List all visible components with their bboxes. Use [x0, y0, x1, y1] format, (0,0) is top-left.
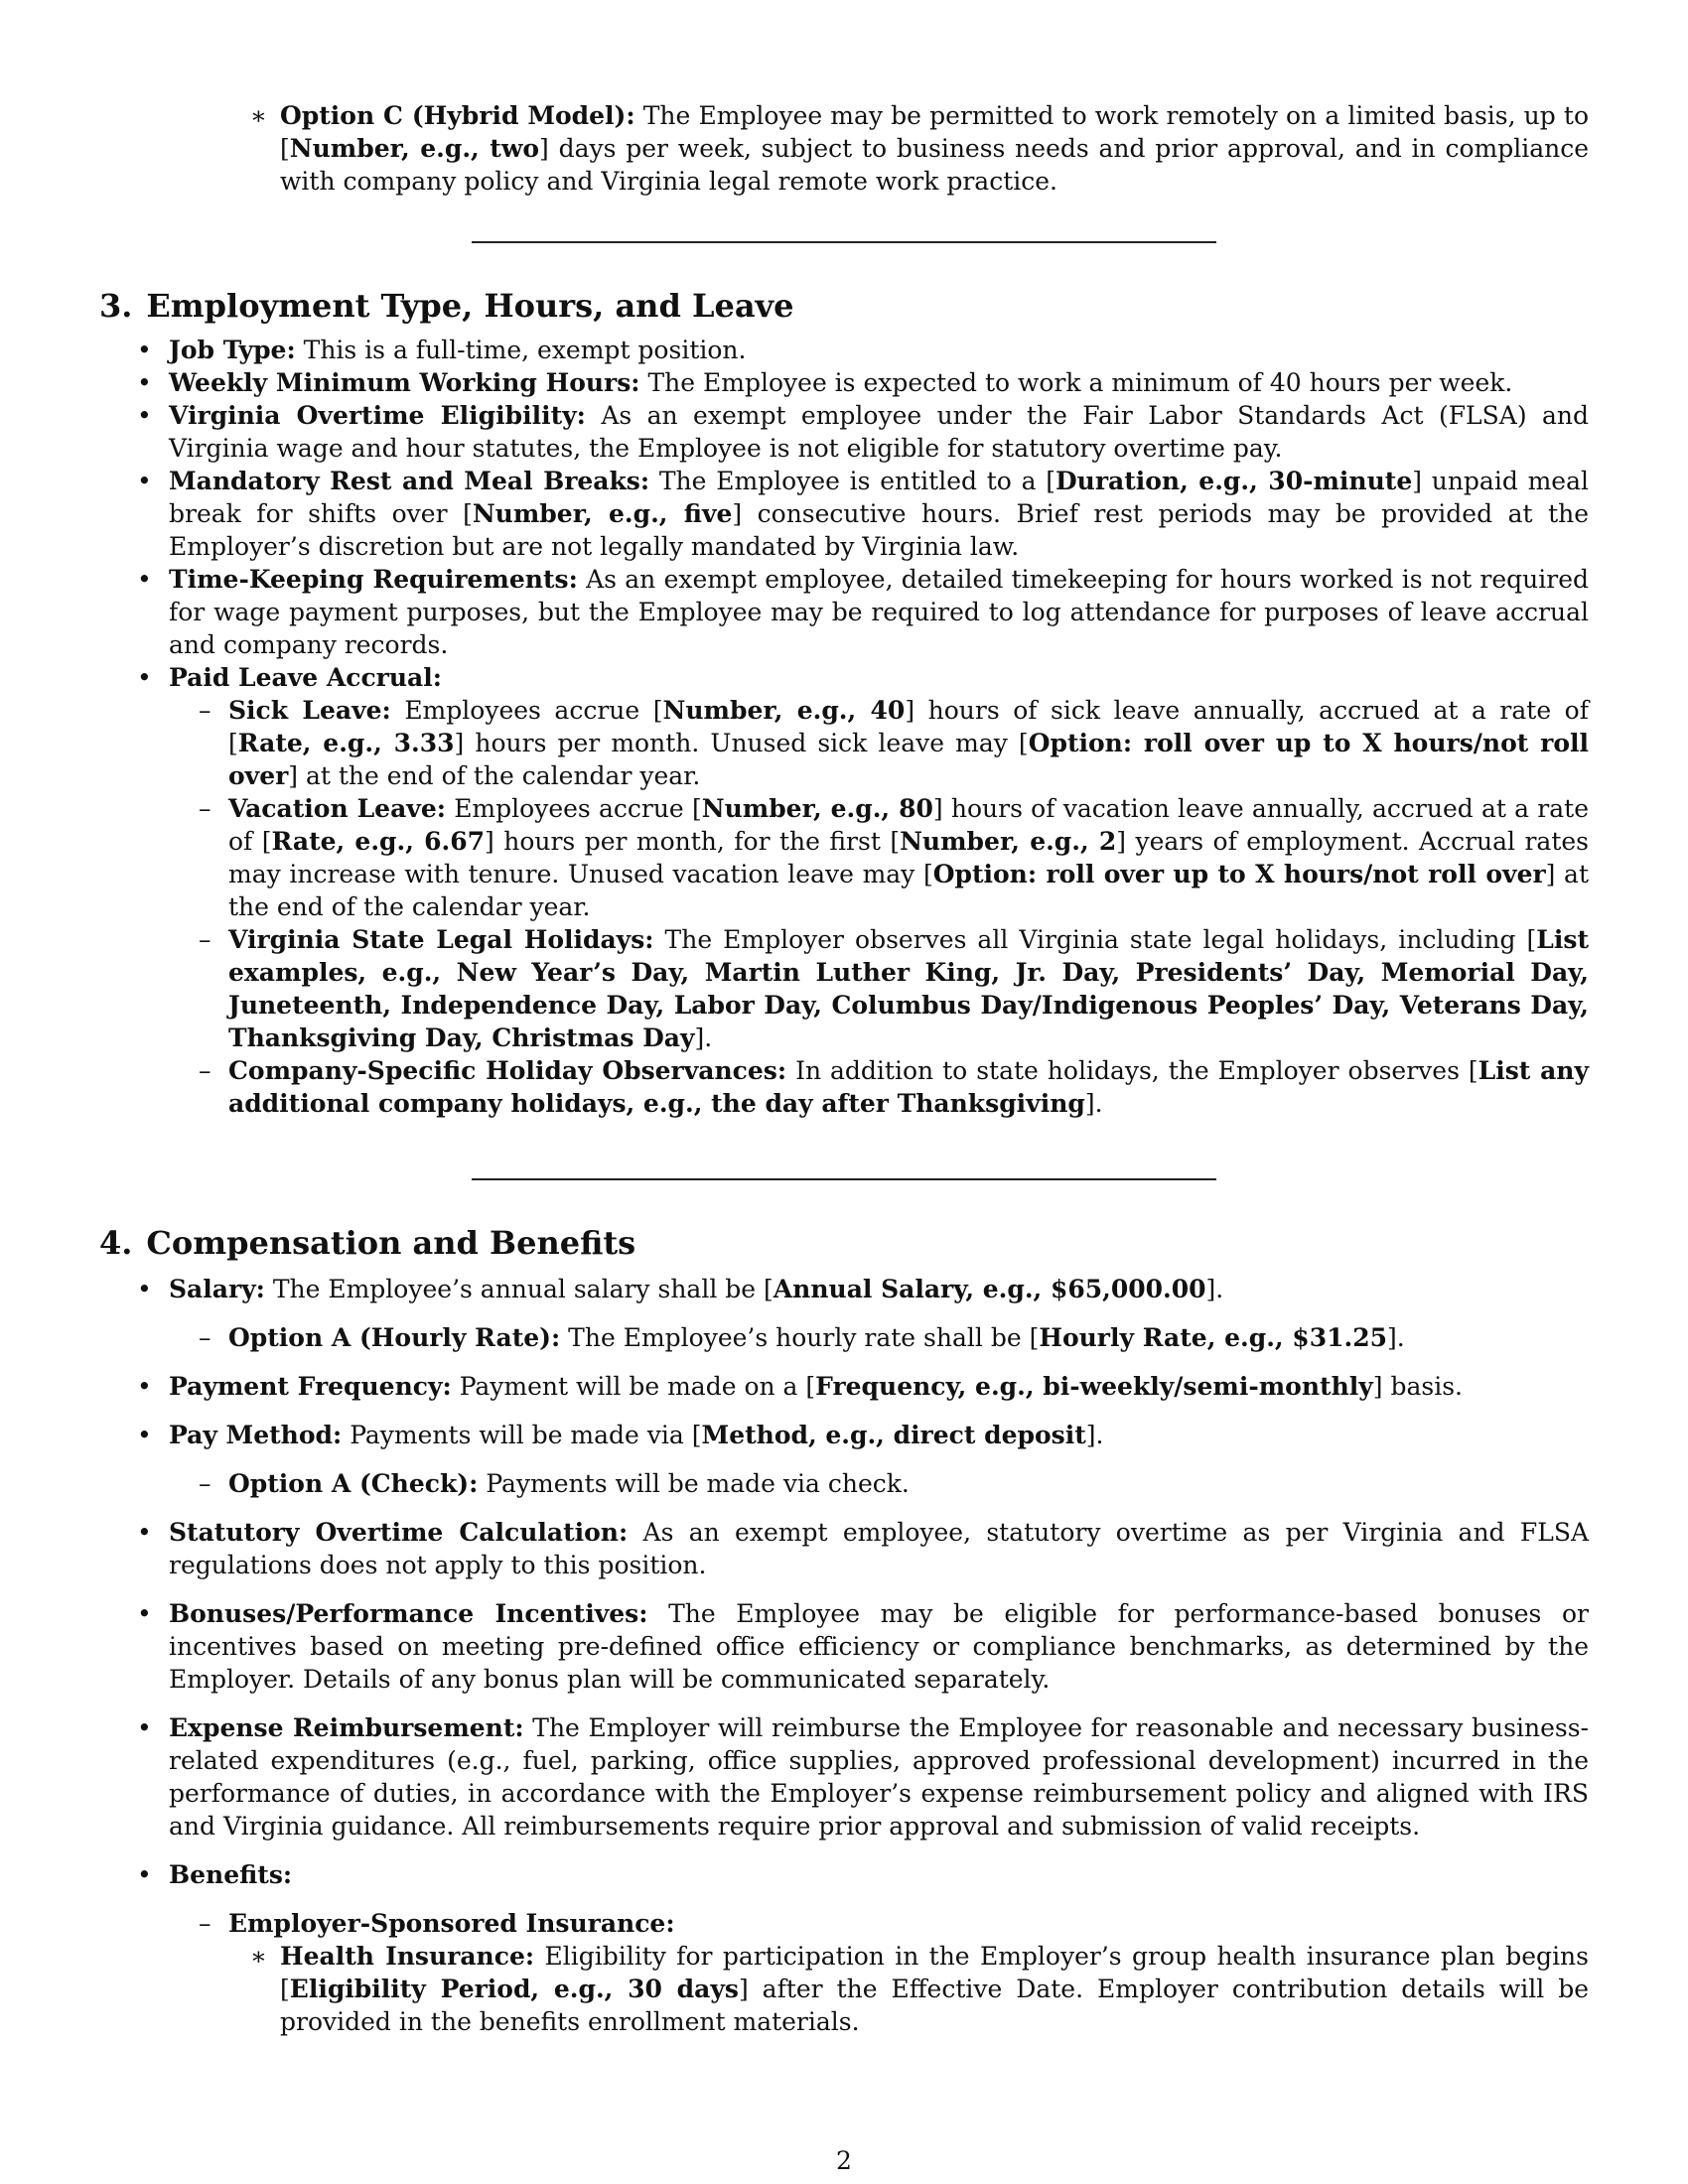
bullet-icon: •	[137, 1275, 152, 1303]
dash-bullet-icon: –	[199, 696, 211, 725]
list-item-hourly-rate: – Option A (Hourly Rate): The Employee’s hourly rate shall be [Hourly Rate, e.g., $31.25].	[199, 1323, 1405, 1352]
list-item-breaks: • Mandatory Rest and Meal Breaks: The Employee is entitled to a [Duration, e.g., 30-minute] unpaid meal break for shifts over [Number, e.g., five] consecutive hours. Brief rest periods may be provided at the Employer’s discretion but are not legally mandated by Virginia law.	[137, 467, 1590, 561]
dash-bullet-icon: –	[199, 1909, 211, 1938]
list-item-health-insurance: ∗ Health Insurance: Eligibility for participation in the Employer’s group health insurance plan begins [Eligibility Period, e.g., 30 days] after the Effective Date. Employer contribution details will be provided in the benefits enrollment materials.	[250, 1942, 1590, 2036]
bullet-icon: •	[137, 663, 152, 692]
list-item-state-holidays: – Virginia State Legal Holidays: The Employer observes all Virginia state legal holidays, including [List examples, e.g., New Year’s Day, Martin Luther King, Jr. Day, Presidents’ Day, Memorial Day, Juneteenth, Independence Day, Labor Day, Columbus Day/Indigenous Peoples’ Day, Veterans Day, Thanksgiving Day, Christmas Day].	[199, 925, 1589, 1052]
list-item-sick-leave: – Sick Leave: Employees accrue [Number, e.g., 40] hours of sick leave annually, accrued at a rate of [Rate, e.g., 3.33] hours per month. Unused sick leave may [Option: roll over up to X hours/not roll over] at the end of the calendar year.	[199, 696, 1589, 790]
list-item-timekeeping: • Time-Keeping Requirements: As an exempt employee, detailed timekeeping for hours worked is not required for wage payment purposes, but the Employee may be required to log attendance for purposes of leave accrual and company records.	[137, 565, 1590, 659]
dash-bullet-icon: –	[199, 1056, 211, 1085]
bullet-icon: •	[137, 1372, 152, 1401]
list-item-salary: • Salary: The Employee’s annual salary shall be [Annual Salary, e.g., $65,000.00].	[137, 1275, 1224, 1303]
section-4-heading: 4. Compensation and Benefits	[99, 1224, 636, 1262]
bullet-icon: •	[137, 1860, 152, 1889]
bullet-icon: •	[137, 1421, 152, 1449]
list-item-check: – Option A (Check): Payments will be made via check.	[199, 1469, 910, 1498]
section-3-heading: 3. Employment Type, Hours, and Leave	[99, 287, 794, 325]
list-item-overtime-calculation: • Statutory Overtime Calculation: As an exempt employee, statutory overtime as per Virginia and FLSA regulations does not apply to this position.	[137, 1518, 1590, 1579]
list-item-option-c: ∗ Option C (Hybrid Model): The Employee may be permitted to work remotely on a limited basis, up to [Number, e.g., two] days per week, subject to business needs and prior approval, and in compliance with company policy and Virginia legal remote work practice.	[250, 101, 1590, 196]
bullet-icon: •	[137, 336, 152, 364]
list-item-job-type: • Job Type: This is a full-time, exempt position.	[137, 336, 747, 364]
item-label: Option C (Hybrid Model):	[280, 101, 635, 130]
asterisk-bullet-icon: ∗	[250, 101, 267, 130]
list-item-weekly-hours: • Weekly Minimum Working Hours: The Employee is expected to work a minimum of 40 hours per week.	[137, 368, 1513, 397]
list-item-vacation-leave: – Vacation Leave: Employees accrue [Number, e.g., 80] hours of vacation leave annually, accrued at a rate of [Rate, e.g., 6.67] hours per month, for the first [Number, e.g., 2] years of employment. Accrual rates may increase with tenure. Unused vacation leave may [Option: roll over up to X hours/not roll over] at the end of the calendar year.	[199, 794, 1590, 921]
list-item-company-holidays: – Company-Specific Holiday Observances: In addition to state holidays, the Employer observes [List any additional company holidays, e.g., the day after Thanksgiving].	[199, 1056, 1589, 1118]
section-divider	[472, 1178, 1216, 1180]
bullet-icon: •	[137, 467, 152, 495]
list-item-benefits: • Benefits:	[137, 1860, 293, 1889]
bullet-icon: •	[137, 401, 152, 430]
dash-bullet-icon: –	[199, 925, 211, 954]
bullet-icon: •	[137, 1713, 152, 1742]
list-item-bonuses: • Bonuses/Performance Incentives: The Employee may be eligible for performance-based bonuses or incentives based on meeting pre-defined office efficiency or compliance benchmarks, as determined by the Employer. Details of any bonus plan will be communicated separately.	[137, 1599, 1589, 1694]
bullet-icon: •	[137, 565, 152, 594]
list-item-paid-leave: • Paid Leave Accrual:	[137, 663, 442, 692]
list-item-expense-reimbursement: • Expense Reimbursement: The Employer will reimburse the Employee for reasonable and necessary business-related expenditures (e.g., fuel, parking, office supplies, approved professional development) incurred in the performance of duties, in accordance with the Employer’s expense reimbursement policy and aligned with IRS and Virginia guidance. All reimbursements require prior approval and submission of valid receipts.	[137, 1713, 1589, 1841]
list-item-pay-method: • Pay Method: Payments will be made via [Method, e.g., direct deposit].	[137, 1421, 1104, 1449]
section-divider	[472, 241, 1216, 243]
list-item-insurance: – Employer-Sponsored Insurance:	[199, 1909, 675, 1938]
list-item-overtime: • Virginia Overtime Eligibility: As an exempt employee under the Fair Labor Standards Act (FLSA) and Virginia wage and hour statutes, the Employee is not eligible for statutory overtime pay.	[137, 401, 1589, 463]
list-item-payment-frequency: • Payment Frequency: Payment will be made on a [Frequency, e.g., bi-weekly/semi-monthly] basis.	[137, 1372, 1463, 1401]
dash-bullet-icon: –	[199, 794, 211, 823]
bullet-icon: •	[137, 368, 152, 397]
section-4	[99, 1223, 1589, 2038]
asterisk-bullet-icon: ∗	[250, 1942, 267, 1971]
section-3	[99, 286, 1589, 1120]
page-number: 2	[836, 2146, 852, 2175]
bullet-icon: •	[137, 1518, 152, 1547]
bullet-icon: •	[137, 1599, 152, 1628]
dash-bullet-icon: –	[199, 1469, 211, 1498]
dash-bullet-icon: –	[199, 1323, 211, 1352]
hybrid-option-block	[99, 99, 1589, 198]
